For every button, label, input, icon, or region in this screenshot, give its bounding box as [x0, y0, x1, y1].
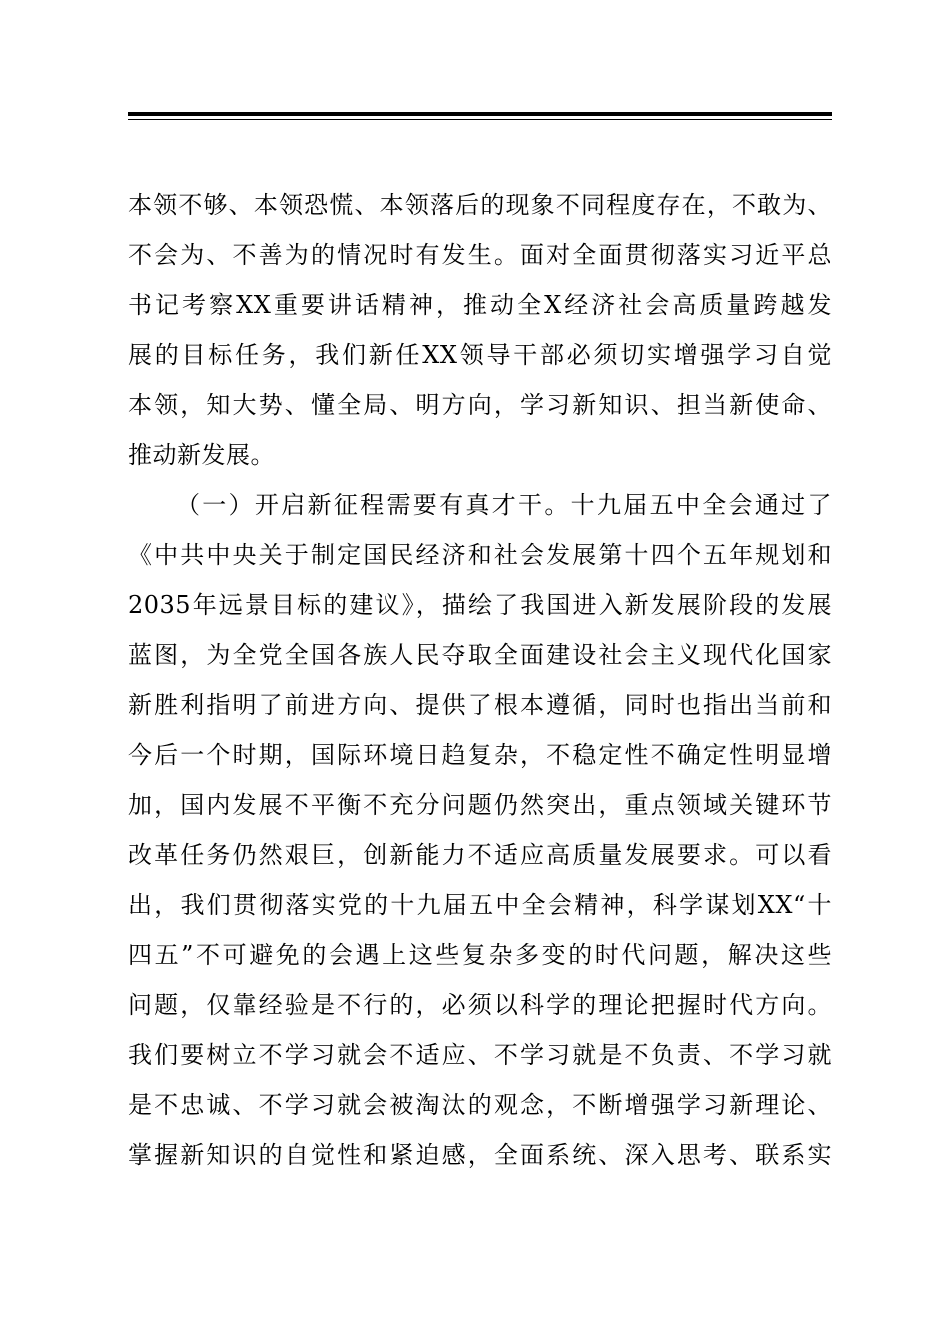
text-line: 问题，仅靠经验是不行的，必须以科学的理论把握时代方向。	[128, 991, 832, 1019]
paragraph-1	[128, 180, 832, 480]
text-line: 四五”不可避免的会遇上这些复杂多变的时代问题，解决这些	[128, 941, 832, 969]
text-line: 2035年远景目标的建议》，描绘了我国进入新发展阶段的发展	[128, 591, 832, 619]
text-line: 书记考察XX重要讲话精神，推动全X经济社会高质量跨越发	[128, 291, 832, 319]
text-line: 我们要树立不学习就会不适应、不学习就是不负责、不学习就	[128, 1041, 832, 1069]
text-line: 本领，知大势、懂全局、明方向，学习新知识、担当新使命、	[128, 391, 832, 419]
document-body	[128, 180, 832, 1180]
text-line: 蓝图，为全党全国各族人民夺取全面建设社会主义现代化国家	[128, 641, 832, 669]
text-line: 不会为、不善为的情况时有发生。面对全面贯彻落实习近平总	[128, 241, 832, 269]
header-rule	[128, 112, 832, 116]
text-line: 推动新发展。	[128, 441, 275, 469]
header-rule-thin	[128, 119, 832, 120]
section-heading-line: （一）开启新征程需要有真才干。十九届五中全会通过了	[176, 491, 832, 519]
text-line: 新胜利指明了前进方向、提供了根本遵循，同时也指出当前和	[128, 691, 832, 719]
text-line: 出，我们贯彻落实党的十九届五中全会精神，科学谋划XX“十	[128, 891, 832, 919]
text-line: 改革任务仍然艰巨，创新能力不适应高质量发展要求。可以看	[128, 841, 832, 869]
text-line: 是不忠诚、不学习就会被淘汰的观念，不断增强学习新理论、	[128, 1091, 832, 1119]
text-line: 展的目标任务，我们新任XX领导干部必须切实增强学习自觉	[128, 341, 832, 369]
text-line: 加，国内发展不平衡不充分问题仍然突出，重点领域关键环节	[128, 791, 832, 819]
text-line: 《中共中央关于制定国民经济和社会发展第十四个五年规划和	[128, 541, 832, 569]
text-line: 掌握新知识的自觉性和紧迫感，全面系统、深入思考、联系实	[128, 1141, 832, 1169]
paragraph-2	[128, 480, 832, 1180]
text-line: 今后一个时期，国际环境日趋复杂，不稳定性不确定性明显增	[128, 741, 832, 769]
text-line: 本领不够、本领恐慌、本领落后的现象不同程度存在，不敢为、	[128, 191, 832, 219]
